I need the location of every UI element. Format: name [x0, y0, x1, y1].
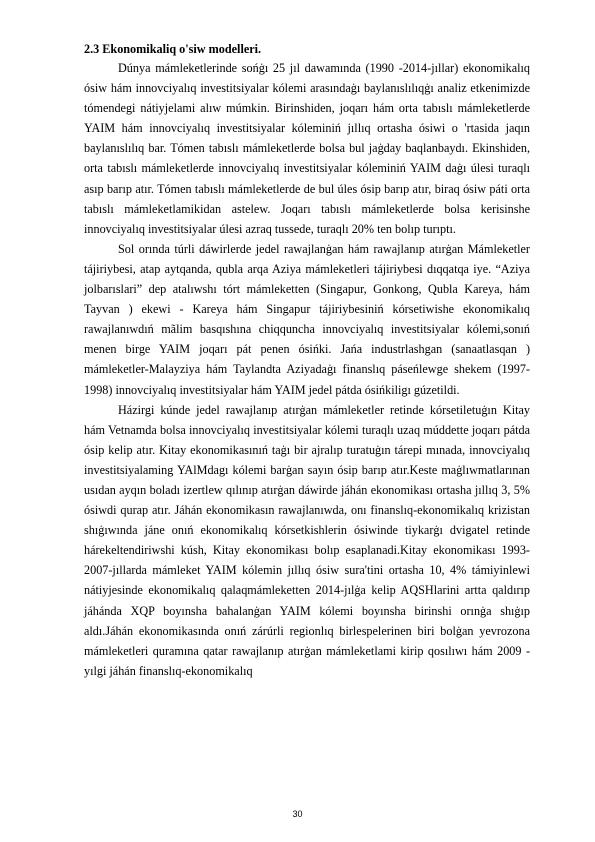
document-page — [84, 41, 530, 681]
paragraph-2: Sol orında túrli dáwirlerde jedel rawajlanġan hám rawajlanıp atırġan Mámleketler tájiriybesi, atap aytqanda, qubla arqa Aziya mámleketleri tájiriybesi dıqqatqa iye. “Aziya jolbarıslari” dep atalıwshı tórt mámleketten (Singapur, Gonkong, Qubla Kareya, hám Tayvan ) ekewi - Kareya hám Singapur tájiriybesiniń kórsetiwishe ekonomikalıq rawajlanıwdıń mãlim basqıshına chiqquncha innovciyalıq investitsiyalar kólemi,sonıń menen birge YAIM joqarı pát penen ósińki. Jańa industrlashgan (sanaatlasqan ) mámleketler-Malayziya hám Taylandta Aziyadaġı finanslıq páseńlewge shekem (1997-1998) innovciyalıq investitsiyalar hám YAIM jedel pátda ósińkiligı gúzetildi. — [84, 241, 530, 397]
paragraph-1: Dúnya mámleketlerinde sońġı 25 jıl dawamında (1990 -2014-jıllar) ekonomikalıq ósiw hám innovciyalıq investitsiyalar kólemi arasındaġı baylanıslılıqġı analiz etkenimizde tómendegi nátiyjelami alıw múmkin. Birinshiden, joqarı hám orta tabıslı mámleketlerde YAIM hám innovciyalıq investitsiyalar kóleminiń jıllıq ortasha ósiwi o 'rtasida jaqın baylanıslılıq bar. Tómen tabıslı mámleketlerde bolsa bul jaġday baqlanbaydı. Ekinshiden, orta tabıslı mámleketlerde innovciyalıq investitsiyalar kóleminiń YAIM daġı úlesi turaqlı asıp barıp atır. Tómen tabıslı mámleketlerde de bul úles ósip barıp atır, biraq ósiw páti orta tabıslı mámleketlamikidan astelew. Joqarı tabıslı mámleketlerde bolsa kerisinshe innovciyalıq investitsiyalar úlesi azraq tussede, turaqlı 20% ten bolıp turıptı. — [84, 61, 530, 236]
paragraph-3: Házirgi kúnde jedel rawajlanıp atırġan mámleketler retinde kórsetiletuġın Kitay hám Vetnamda bolsa innovciyalıq investitsiyalar kólemi turaqlı uzaq múddette joqarı pátda ósip kelip atır. Kitay ekonomikasınıń taġı bir ajralıp turatuġın tárepi mınada, innovciyalıq investitsiyalaming YAlMdagı kólemi barġan sayın ósip barıp atır.Keste maġlıwmatlarınan usıdan ayqın boladı izertlew qılınıp atırġan dáwirde jáhán ekonomikası ortasha jıllıq 3, 5% ósiwdi qurap atır. Jáhán ekonomikasın rawajlanıwda, onı finanslıq-ekonomikalıq krizistan shıġıwında jáne onıń ekonomikalıq kórsetkishlerin ósiwinde tiykarġı dvigatel retinde hárekeltendiriwshi kúsh, Kitay ekonomikası bolıp esaplanadi.Kitay ekonomikası 1993-2007-jıllarda mámleket YAIM kólemin jıllıq ósiw sura'tini ortasha 10, 4% támiyinlewi nátiyjesinde ekonomikalıq qalaqmámleketten 2014-jılġa kelip AQSHlarini artta qaldırıp jáhánda XQP boyınsha bahalanġan YAIM kólemi boyınsha birinshi orınġa shıġıp aldı.Jáhán ekonomikasında onıń zárúrli regionlıq birlespelerinen biri bolġan yevrozona mámleketleri quramına qatar rawajlanıp atırġan mámleketlami kirip qosılıwı hám 2009 -yılgi jáhán finanslıq-ekonomikalıq — [84, 402, 530, 678]
page-number: 30 — [292, 809, 303, 819]
section-heading: 2.3 Ekonomikaliq o'siw modelleri. — [84, 42, 262, 56]
